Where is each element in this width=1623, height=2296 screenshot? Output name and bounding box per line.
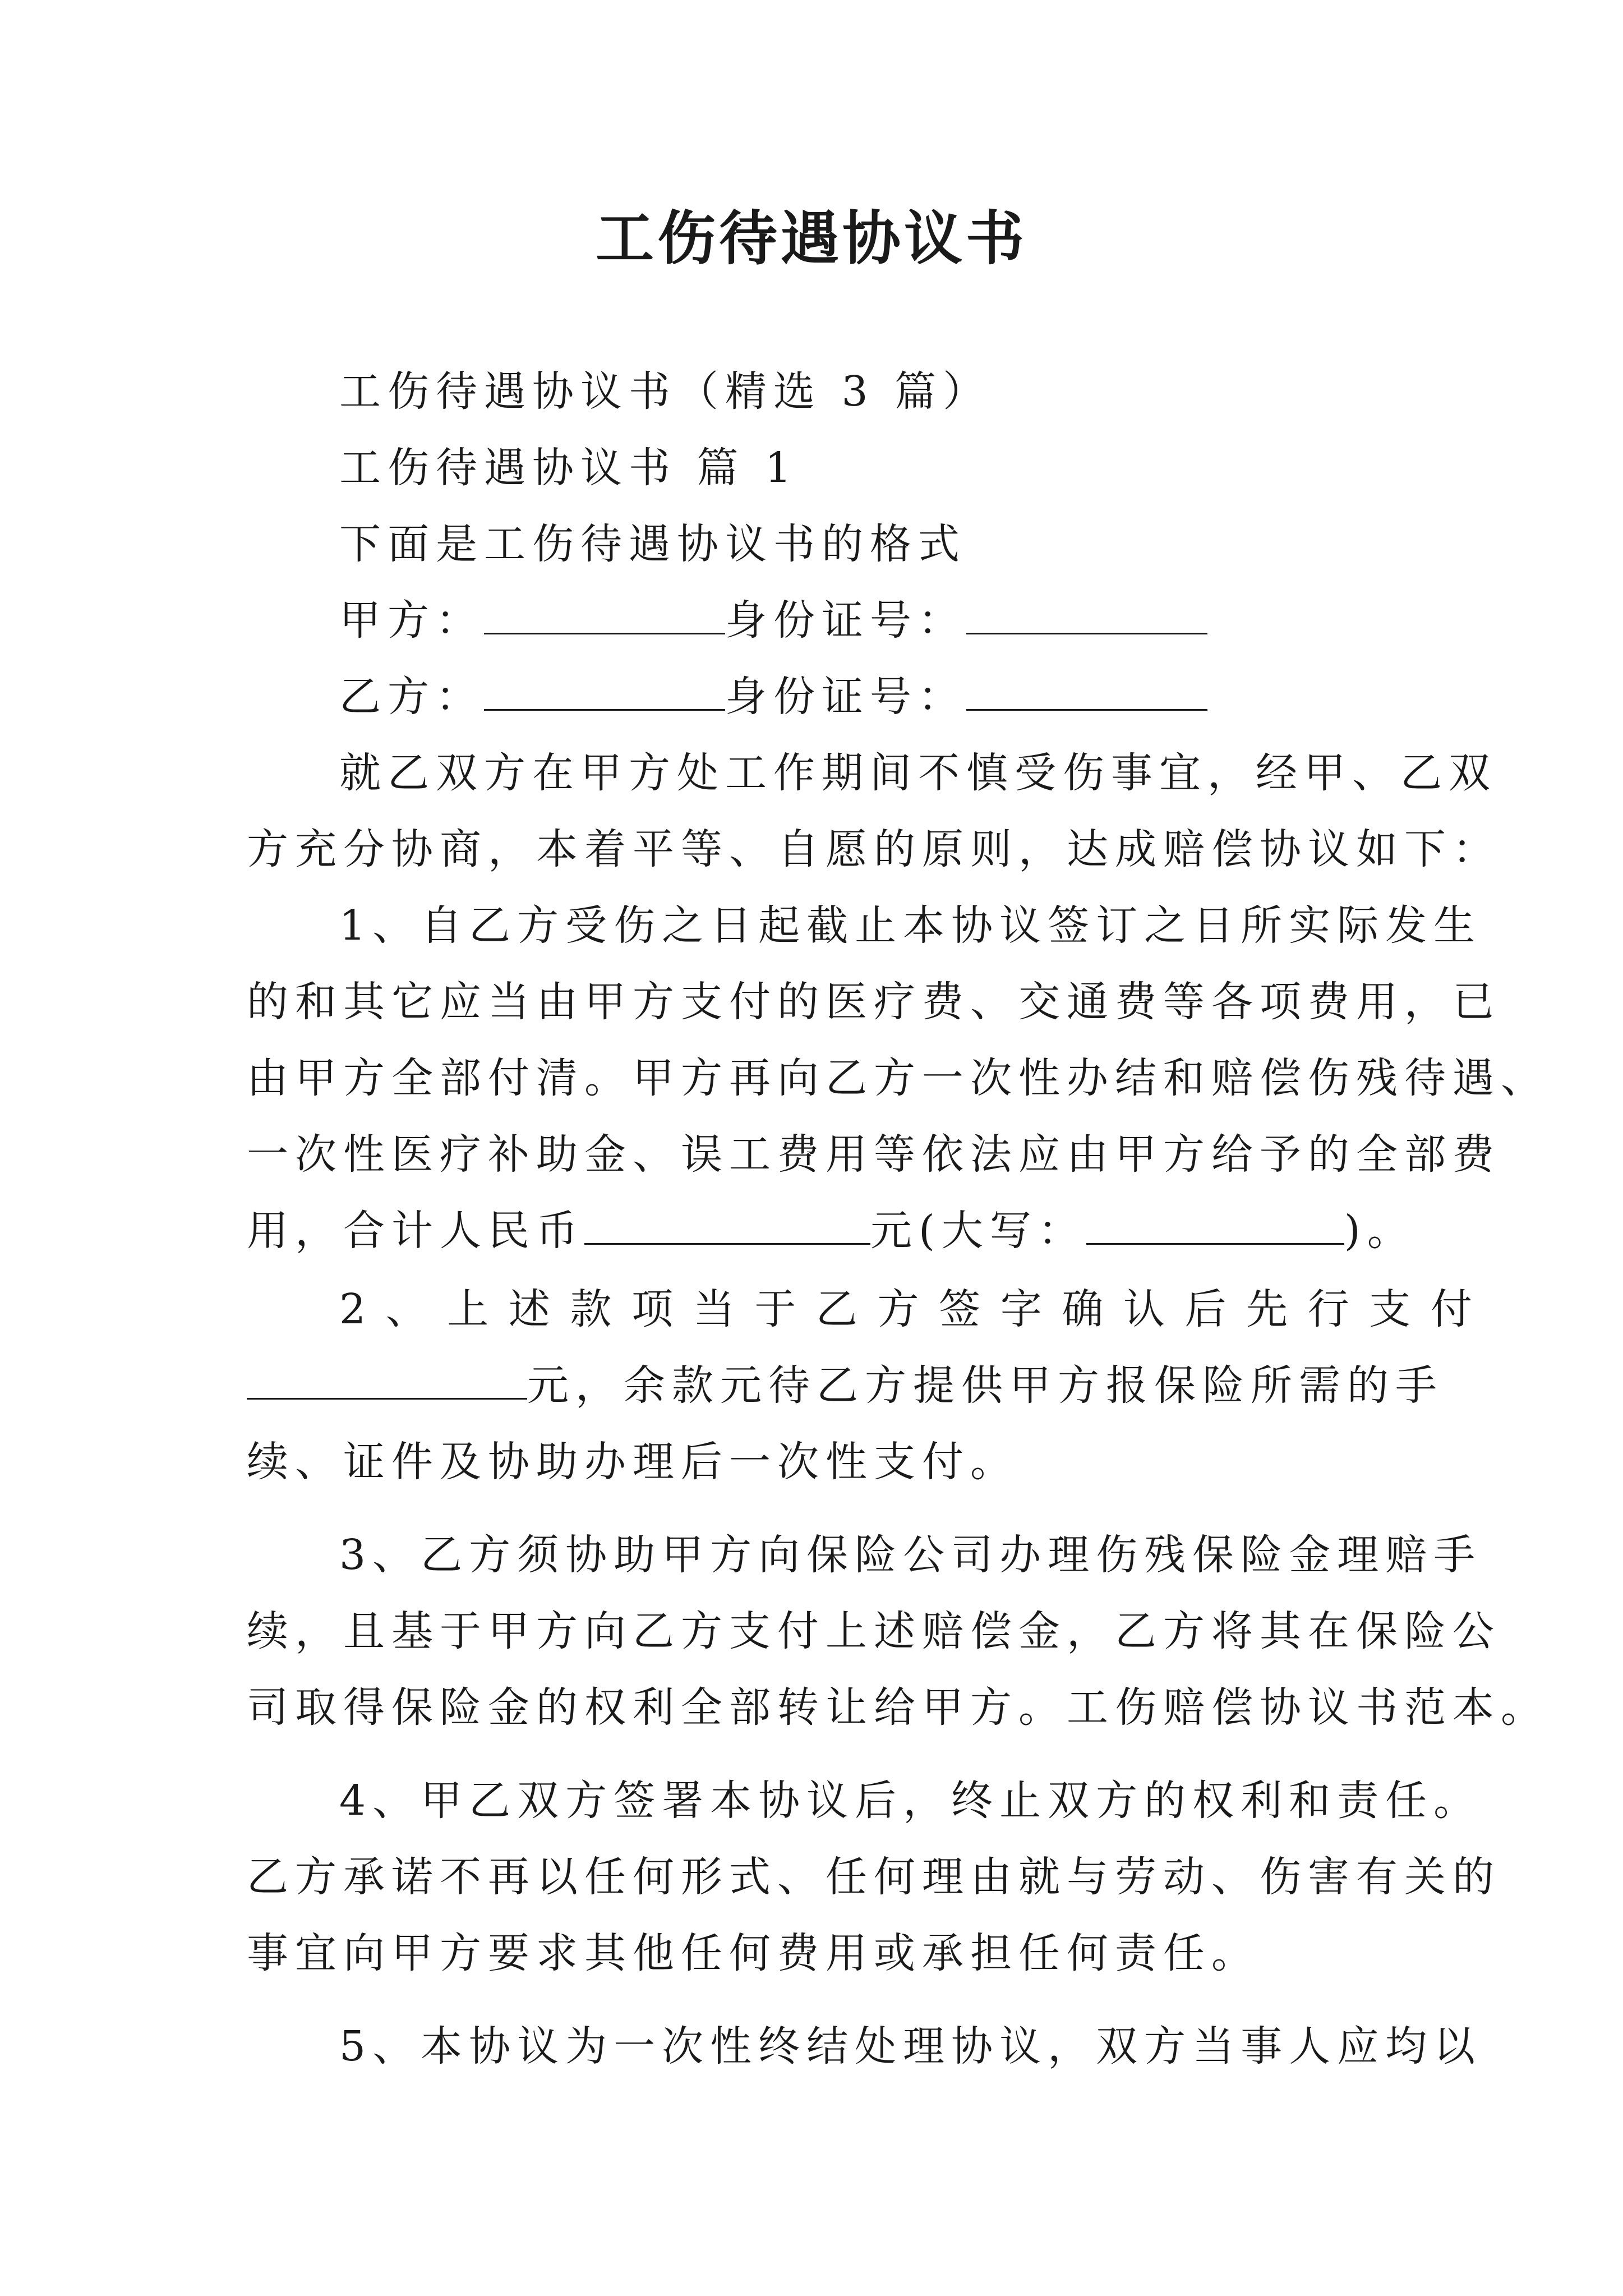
clause-1-line: 一次性医疗补助金、误工费用等依法应由甲方给予的全部费	[247, 1130, 1501, 1179]
subtitle: 工伤待遇协议书（精选 3 篇）	[339, 367, 992, 416]
document-title: 工伤待遇协议书	[595, 204, 1027, 273]
amount-blank	[584, 1209, 870, 1245]
party-a-id-blank	[966, 599, 1207, 634]
clause-2-text: 元，余款元待乙方提供甲方报保险所需的手	[527, 1361, 1444, 1410]
total-suffix: )。	[1344, 1207, 1415, 1255]
clause-1-line: 1、自乙方受伤之日起截止本协议签订之日所实际发生	[339, 901, 1482, 950]
intro-line: 下面是工伤待遇协议书的格式	[339, 520, 966, 568]
paragraph-line: 方充分协商，本着平等、自愿的原则，达成赔偿协议如下：	[247, 825, 1501, 873]
total-mid: 元(大写：	[870, 1207, 1086, 1255]
party-a-id-label: 身份证号：	[725, 596, 966, 645]
clause-4-line: 事宜向甲方要求其他任何费用或承担任何责任。	[247, 1929, 1260, 1977]
party-b-line	[247, 659, 1472, 735]
party-b-label: 乙方：	[339, 673, 484, 721]
clause-1-total-line	[247, 1193, 1415, 1269]
party-a-label: 甲方：	[339, 596, 484, 645]
paragraph-line: 就乙双方在甲方处工作期间不慎受伤事宜，经甲、乙双	[339, 749, 1497, 797]
party-b-id-label: 身份证号：	[725, 673, 966, 721]
party-b-id-blank	[966, 675, 1207, 711]
clause-4-line: 4、甲乙双方签署本协议后，终止双方的权利和责任。	[339, 1777, 1482, 1825]
amount-uppercase-blank	[1086, 1209, 1344, 1245]
clause-3-line: 3、乙方须协助甲方向保险公司办理伤残保险金理赔手	[339, 1531, 1482, 1579]
clause-1-line: 的和其它应当由甲方支付的医疗费、交通费等各项费用，已	[247, 978, 1501, 1026]
clause-3-line: 续，且基于甲方向乙方支付上述赔偿金，乙方将其在保险公	[247, 1607, 1501, 1655]
clause-2-line	[247, 1347, 1444, 1424]
clause-1-line: 由甲方全部付清。甲方再向乙方一次性办结和赔偿伤残待遇、	[247, 1054, 1549, 1102]
clause-2-line: 续、证件及协助办理后一次性支付。	[247, 1438, 1018, 1486]
section-heading: 工伤待遇协议书 篇 1	[339, 444, 799, 492]
clause-4-line: 乙方承诺不再以任何形式、任何理由就与劳动、伤害有关的	[247, 1853, 1501, 1901]
party-a-line	[247, 582, 1472, 659]
party-a-name-blank	[484, 599, 725, 634]
clause-3-line: 司取得保险金的权利全部转让给甲方。工伤赔偿协议书范本。	[247, 1683, 1549, 1732]
first-payment-blank	[247, 1364, 527, 1400]
party-b-name-blank	[484, 675, 725, 711]
total-prefix: 用，合计人民币	[247, 1207, 584, 1255]
clause-2-line: 2、上述款项当于乙方签字确认后先行支付	[339, 1285, 1472, 1333]
clause-5-line: 5、本协议为一次性终结处理协议，双方当事人应均以	[339, 2022, 1482, 2070]
